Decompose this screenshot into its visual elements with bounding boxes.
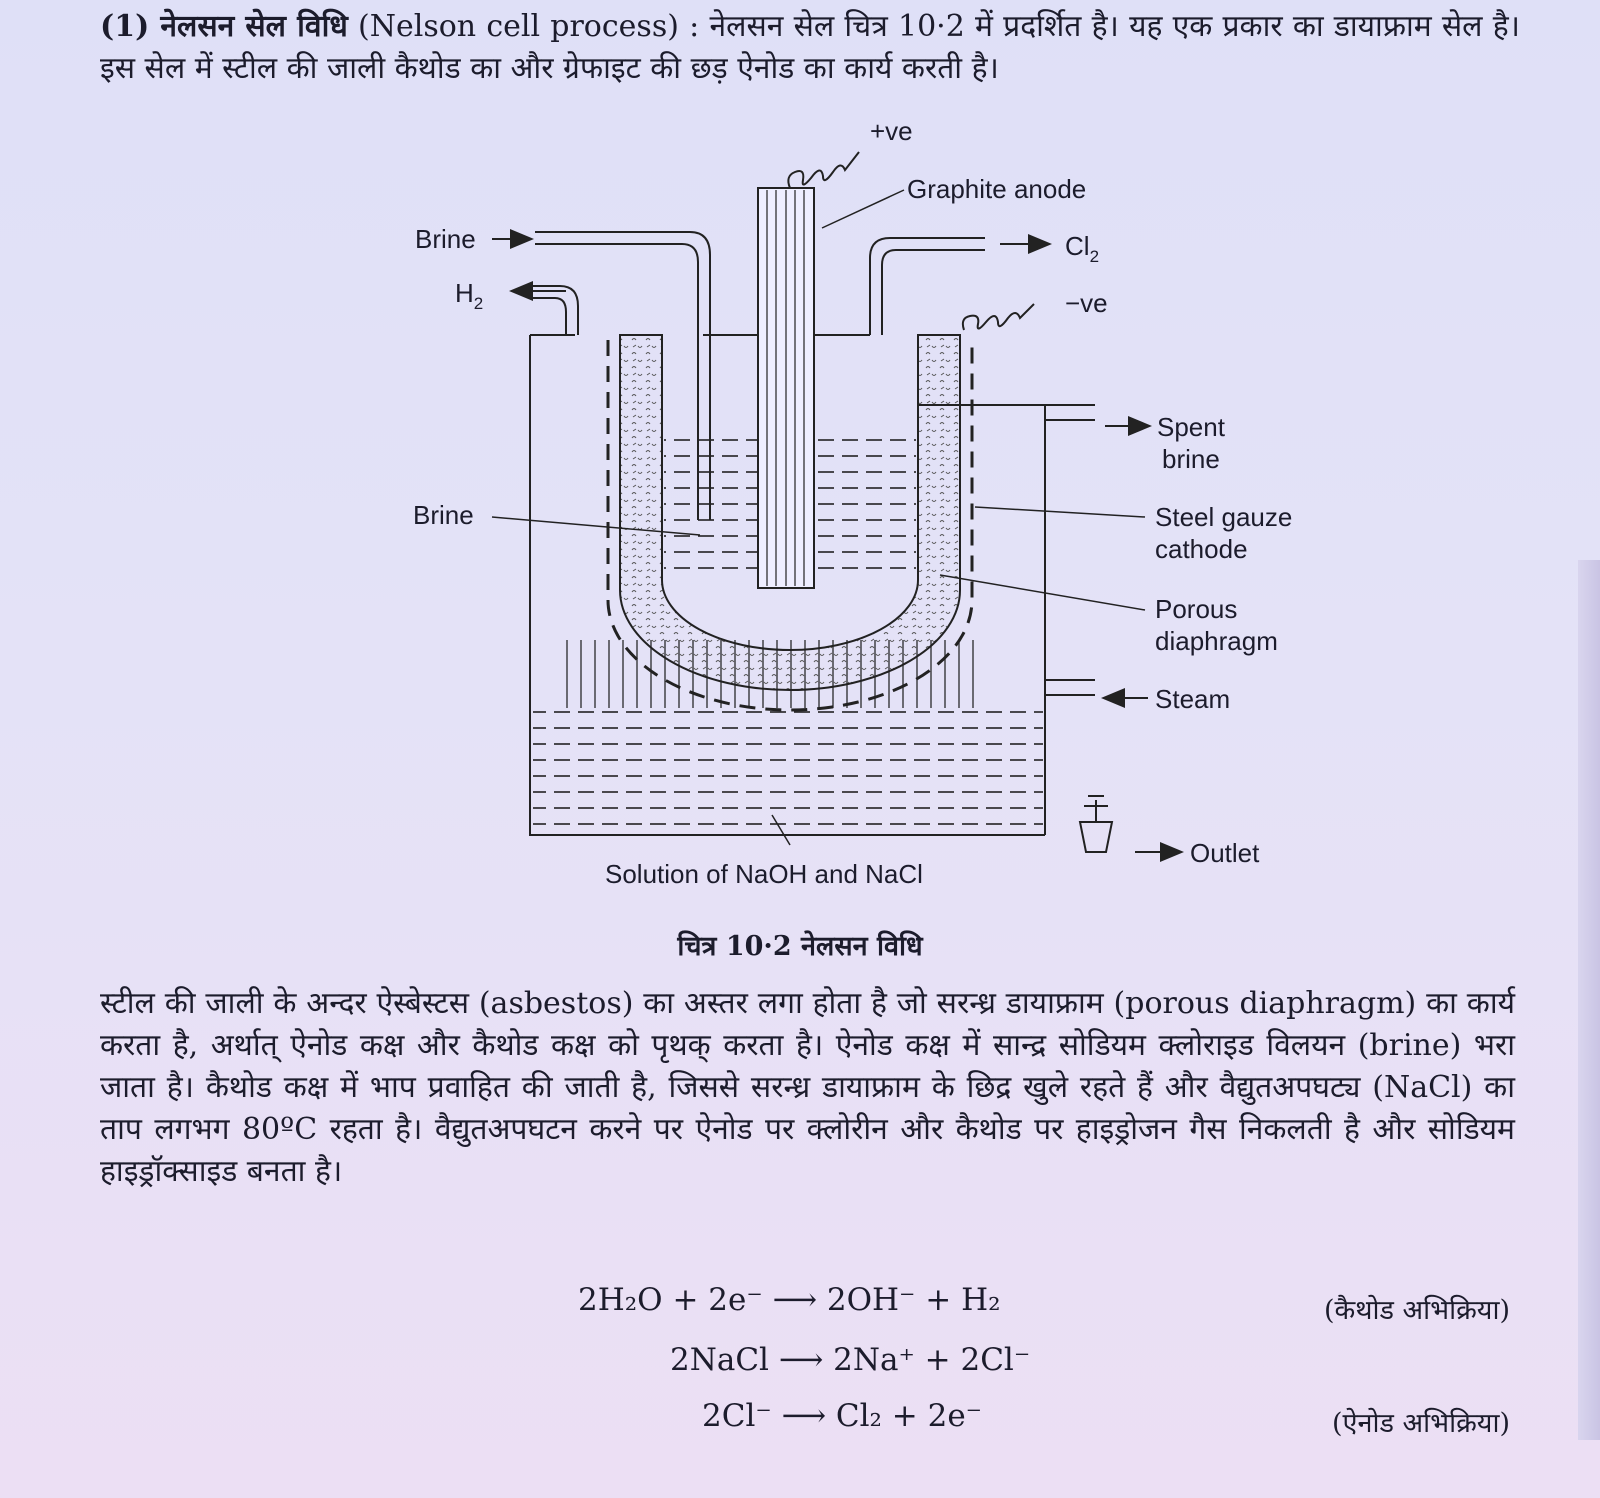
label-spent-1: Spent — [1157, 412, 1225, 442]
nelson-cell-diagram — [390, 108, 1310, 888]
cl2-outlet-pipe — [870, 238, 985, 335]
positive-wire — [788, 152, 859, 188]
label-steel-gauze-1: Steel gauze — [1155, 502, 1293, 532]
h2-outlet-pipe — [530, 286, 578, 335]
naoh-solution-region — [533, 708, 1043, 832]
label-negative: −ve — [1065, 288, 1108, 318]
label-porous-2: diaphragm — [1155, 626, 1278, 656]
intro-heading-en: (Nelson cell process) : — [358, 9, 700, 44]
label-spent-2: brine — [1162, 444, 1220, 474]
label-steam: Steam — [1155, 684, 1231, 714]
figure-caption: चित्र 10·2 नेलसन विधि — [677, 931, 923, 962]
equation-anode: 2Cl⁻ ⟶ Cl₂ + 2e⁻ — [702, 1398, 983, 1434]
label-graphite-anode: Graphite anode — [907, 174, 1087, 204]
label-solution: Solution of NaOH and NaCl — [605, 859, 923, 888]
adjacent-page-edge — [1578, 560, 1600, 1440]
label-h2: $H_2$ — [455, 278, 484, 313]
intro-heading-hi: (1) नेलसन सेल विधि — [100, 9, 348, 44]
label-brine-inside: Brine — [413, 500, 474, 530]
equation-cathode: 2H₂O + 2e⁻ ⟶ 2OH⁻ + H₂ — [578, 1282, 1001, 1318]
outlet-tap — [1080, 796, 1112, 852]
label-outlet: Outlet — [1190, 838, 1260, 868]
note-anode-reaction: (ऐनोड अभिक्रिया) — [1332, 1408, 1510, 1439]
note-cathode-reaction: (कैथोड अभिक्रिया) — [1323, 1295, 1510, 1326]
body-paragraph: स्टील की जाली के अन्दर ऐस्बेस्टस (asbestos) का अस्तर लगा होता है जो सरन्ध्र डायाफ्राम (porous diaphragm) का कार्य करता है, अर्थात् ऐनोड कक्ष और कैथोड कक्ष को पृथक् करता है। ऐनोड कक्ष में सान्द्र सोडियम क्लोराइड विलयन (brine) भरा जाता है। कैथोड कक्ष में भाप प्रवाहित की जाती है, जिससे सरन्ध्र डायाफ्राम के छिद्र खुले रहते हैं और वैद्युतअपघट्य (NaCl) का ताप लगभग 80ºC रहता है। वैद्युतअपघटन करने पर ऐनोड पर क्लोरीन और कैथोड पर हाइड्रोजन गैस निकलती है और सोडियम हाइड्रॉक्साइड बनता है। — [100, 986, 1515, 1189]
intro-paragraph — [100, 6, 1520, 90]
label-porous-1: Porous — [1155, 594, 1238, 624]
label-brine-inlet: Brine — [415, 224, 476, 254]
label-steel-gauze-2: cathode — [1155, 534, 1248, 564]
intro-text: नेलसन सेल चित्र 10·2 में प्रदर्शित है। यह एक प्रकार का डायाफ्राम सेल है। इस सेल में स्टील की जाली कैथोड का और ग्रेफाइट की छड़ ऐनोड का कार्य करती है। — [100, 9, 1520, 86]
label-cl2: $Cl_2$ — [1065, 231, 1100, 266]
label-positive: +ve — [870, 116, 913, 146]
graphite-anode-rod — [758, 188, 814, 588]
equation-dissociation: 2NaCl ⟶ 2Na⁺ + 2Cl⁻ — [670, 1342, 1031, 1378]
negative-wire — [963, 304, 1034, 330]
